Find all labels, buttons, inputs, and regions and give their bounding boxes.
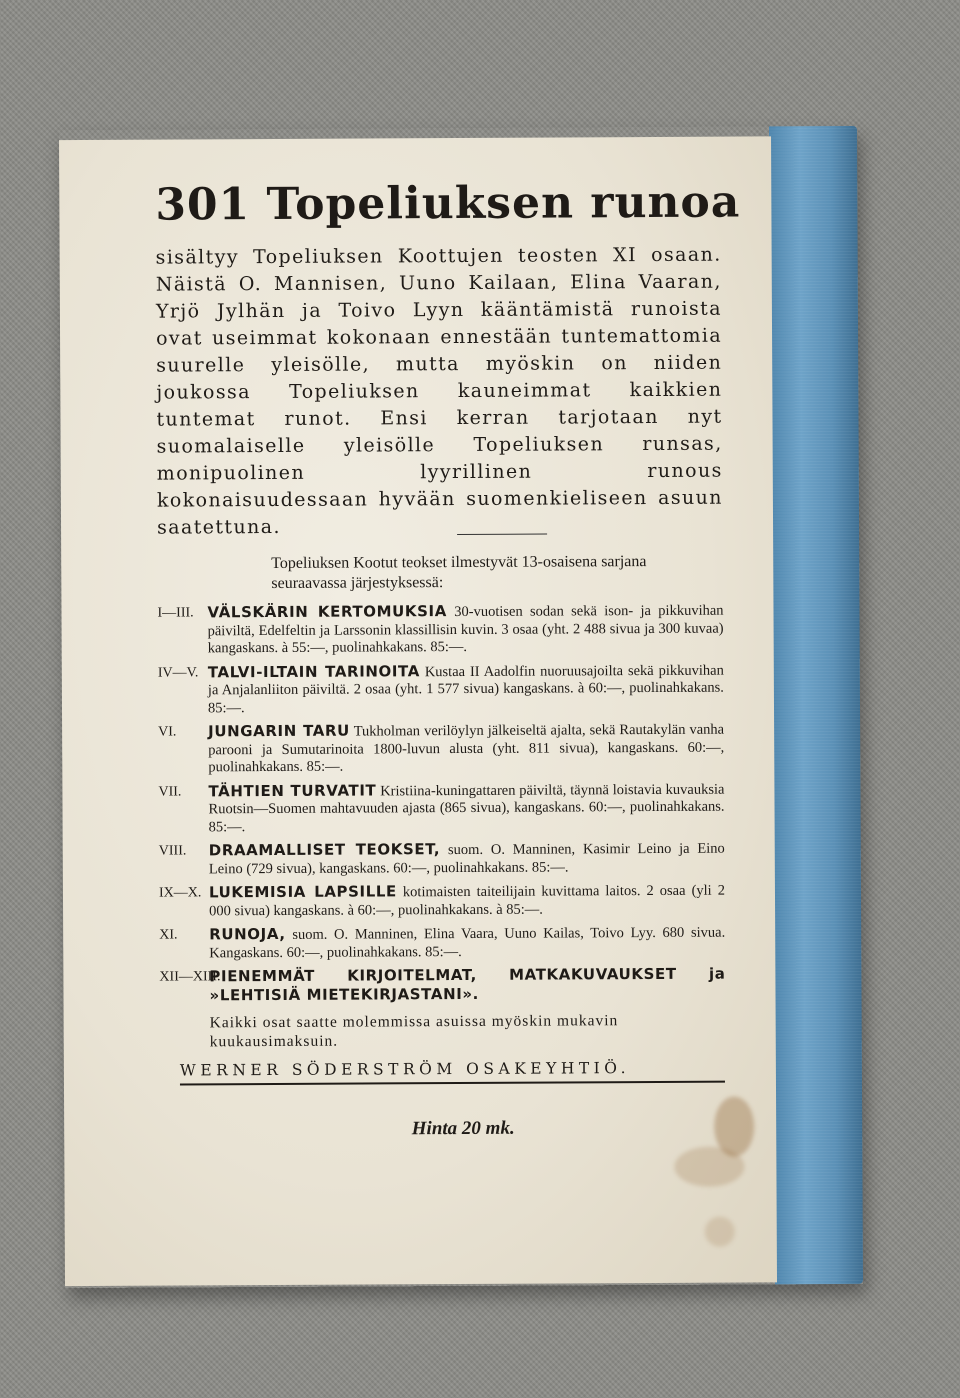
book (59, 126, 863, 1288)
publisher-name: WERNER SÖDERSTRÖM OSAKEYHTIÖ. (180, 1059, 725, 1086)
entry-name: DRAAMALLISET TEOKSET, (208, 840, 441, 860)
series-entry (158, 780, 724, 836)
entry-number: I—III. (157, 605, 194, 621)
entry-text: suom. O. Manninen, Elina Vaara, Uuno Kailas, Toivo Lyy. 680 sivua. Kangaskans. 60:—, puolinahkakans. 85:—. (209, 924, 726, 961)
entry-text: Kustaa II Aadolfin nuoruusajoilta sekä pikkuvihan ja Anjalanliiton päiviltä. 2 osaa (yht. 1 577 sivua) kangaskans. à 60:—, puolinahkakans. 85:—. (207, 662, 724, 716)
cover-title: 301 Topeliuksen runoa (155, 176, 741, 231)
entry-name: TALVI-ILTAIN TARINOITA (207, 661, 420, 681)
entry-name: JUNGARIN TARU (208, 721, 350, 741)
entry-number: VIII. (158, 843, 187, 859)
entry-name: TÄHTIEN TURVATIT (208, 780, 377, 800)
entry-text: 30-vuotisen sodan sekä ison- ja pikkuvihan päiviltä, Edelfeltin ja Larssonin klassillisin kuvin. 3 osaa (yht. 2 488 sivua ja 300 kuvaa) kangaskans. à 55:—, puolinahkakans. 85:—. (207, 602, 724, 657)
entry-number: VI. (158, 724, 177, 740)
entry-text: suom. O. Manninen, Kasimir Leino ja Eino Leino (729 sivua), kangaskans. 60:—, puolinahkakans. 85:—. (208, 840, 725, 877)
cover-text (155, 176, 741, 1142)
entry-text: Tukholman verilöylyn jälkeiseltä ajalta, sekä Rautakylän vanha parooni ja Sumutarinoita 1800-luvun alusta (yht. 811 sivua), kangaskans. 60:—, puolinahkakans. 85:—. (208, 721, 725, 776)
series-entry (159, 840, 725, 879)
closing-note: Kaikki osat saatte molemmissa asuissa myöskin mukavin kuukausimaksuin. (209, 1012, 619, 1051)
entry-number: XII—XIII. (159, 969, 221, 985)
entry-number: IV—V. (157, 664, 199, 681)
entry-number: IX—X. (158, 885, 202, 901)
series-entry (157, 602, 723, 658)
entry-name: LUKEMISIA LAPSILLE (208, 882, 397, 902)
entry-number: XI. (159, 927, 178, 943)
series-intro: Topeliuksen Kootut teokset ilmestyvät 13-osaisena sarjana seuraavassa järjestyksessä: (271, 553, 647, 592)
back-cover (59, 136, 777, 1286)
entry-text: Kristiina-kuningattaren päiviltä, täynnä loistavia kuvauksia Ruotsin—Suomen mahtavuuden ajasta (865 sivua), kangaskans. 60:—, puolinahkakans. 85:—. (208, 781, 725, 835)
entry-text: kotimaisten taiteilijain kuvittama laitos. 2 osaa (yli 2 000 sivua) kangaskans. à 60:—, puolinahkakans. à 85:—. (209, 882, 726, 919)
price-label: Hinta 20 mk. (411, 1117, 515, 1140)
book-spine (769, 126, 863, 1284)
entry-name: RUNOJA, (209, 924, 286, 944)
entry-name: PIENEMMÄT KIRJOITELMAT, MATKAKUVAUKSET ja »LEHTISIÄ MIETEKIRJASTANI». (209, 964, 726, 1004)
series-entry (159, 966, 725, 1006)
series-entry (158, 721, 724, 777)
series-entry (159, 882, 725, 921)
series-entry (159, 924, 725, 963)
intro-paragraph: sisältyy Topeliuksen Koottujen teosten XI osaan. Näistä O. Mannisen, Uuno Kailaan, Elina Vaaran, Yrjö Jylhän ja Toivo Lyyn kääntämistä runoista ovat useimmat kokonaan ennestään tuntemattomia suurelle yleisölle, mutta myöskin on niiden joukossa Topeliuksen kauneimmat kaikkien tuntemat runot. Ensi kerran tarjotaan nyt suomalaiselle yleisölle Topeliuksen runsas, monipuolinen lyyrillinen runous kokonaisuudessaan hyvään suomenkieliseen asuun saatettuna. (155, 243, 723, 539)
entry-number: VII. (158, 783, 182, 800)
series-entry (158, 661, 724, 717)
entry-name: VÄLSKÄRIN KERTOMUKSIA (207, 602, 447, 622)
